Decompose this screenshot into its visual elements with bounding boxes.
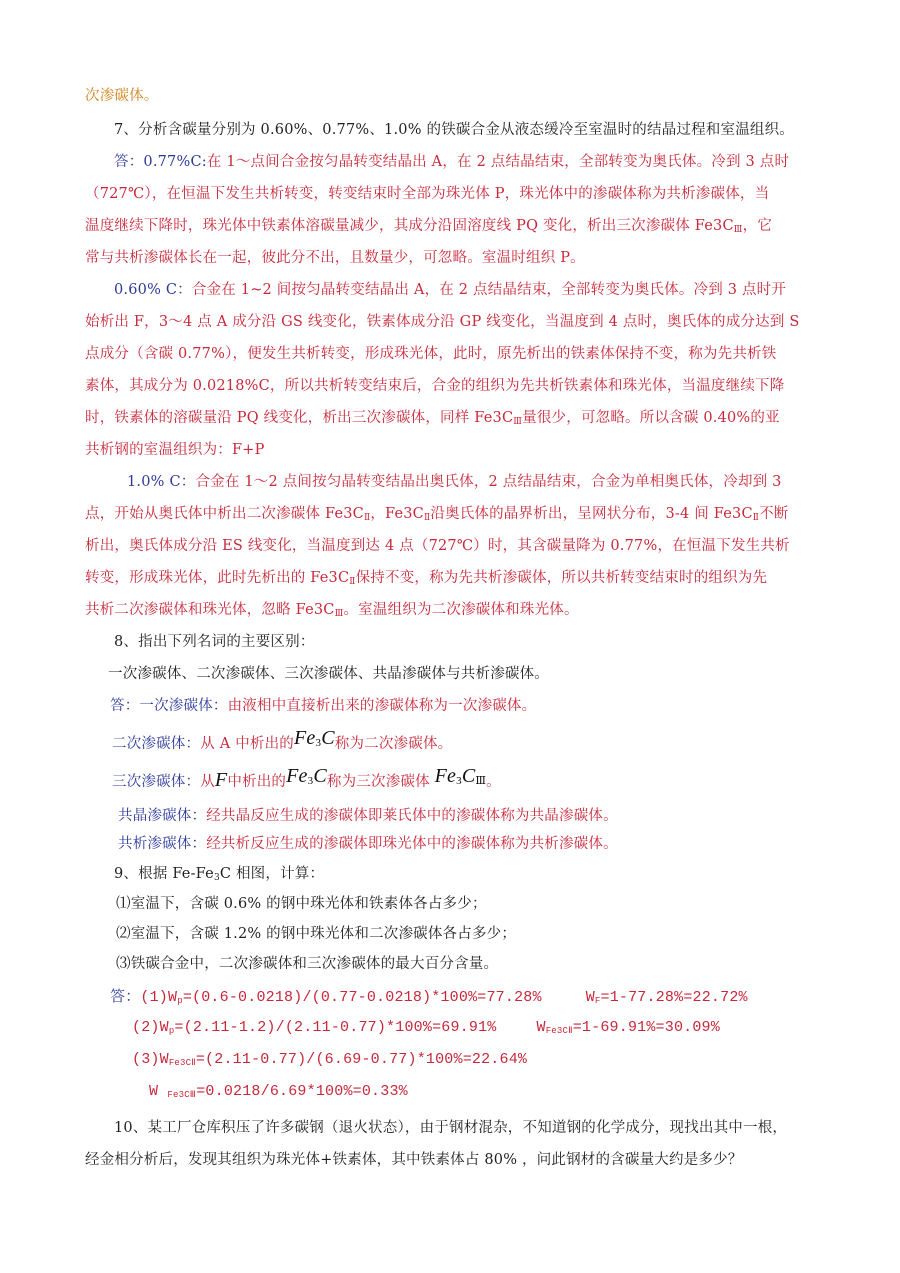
calc-line-4 xyxy=(149,1082,889,1102)
question-9-item-3: ⑶铁碳合金中，二次渗碳体和三次渗碳体的最大百分含量。 xyxy=(116,956,499,972)
subscript: Fe3CⅢ xyxy=(167,1090,197,1100)
answer-label: 二次渗碳体： xyxy=(112,736,201,752)
calc-line-1 xyxy=(110,986,850,1008)
subscript: Fe3CⅡ xyxy=(545,1026,573,1036)
answer-text: 不断 xyxy=(759,506,789,522)
question-text: 9、根据 Fe-Fe xyxy=(114,866,214,882)
answer-text: 合金在 1~2 间按匀晶转变结晶出 A，在 2 点结晶结束，全部转变为奥氏体。冷到 3 点时开 xyxy=(191,282,787,298)
calc-pearlite-12 xyxy=(132,1019,496,1036)
formula-subscript: 3 xyxy=(456,775,462,787)
previous-answer-tail: 次渗碳体。 xyxy=(85,88,159,104)
answer-label: 共析渗碳体： xyxy=(118,836,207,852)
question-8-terms: 一次渗碳体、二次渗碳体、三次渗碳体、共晶渗碳体与共析渗碳体。 xyxy=(108,666,549,682)
subscript: Ⅱ xyxy=(752,513,760,523)
formula-text: Fe xyxy=(286,765,308,787)
answer-100-line-4 xyxy=(85,568,825,588)
calc-line-2 xyxy=(132,1018,872,1038)
formula-text: C xyxy=(313,765,327,787)
calc-text: =1-77.28%=22.72% xyxy=(600,989,748,1006)
subscript: Ⅱ xyxy=(423,513,431,523)
formula-fe3c-iii xyxy=(435,765,487,787)
calc-text: =(0.6-0.0218)/(0.77-0.0218)*100%=77.28% xyxy=(182,989,542,1006)
answer-060-line-5 xyxy=(85,408,825,428)
answer-primary-cementite xyxy=(110,696,850,716)
formula-text: C xyxy=(461,765,476,787)
answer-text: 温度继续下降时，珠光体中铁素体溶碳量减少，其成分沿固溶度线 PQ 变化，析出三次渗碳体 Fe3C xyxy=(85,218,734,234)
answer-label: 答：一次渗碳体： xyxy=(110,698,228,714)
question-8-title: 8、指出下列名词的主要区别： xyxy=(114,634,315,650)
subscript: Ⅲ xyxy=(513,417,523,427)
answer-077-line-4: 常与共析渗碳体长在一起，彼此分不出，且数量少，可忽略。室温时组织 P。 xyxy=(85,250,585,266)
formula-text: C xyxy=(321,727,335,749)
subscript: 3 xyxy=(213,873,220,883)
answer-eutectic-cementite xyxy=(118,806,858,826)
answer-text: ，它 xyxy=(742,218,773,234)
formula-subscript: Ⅲ xyxy=(475,775,487,787)
answer-text: 。 xyxy=(486,774,501,790)
answer-text: 点，开始从奥氏体中析出二次渗碳体 Fe3C xyxy=(85,506,364,522)
calc-text: W xyxy=(536,1019,546,1036)
answer-100-line-3: 析出，奥氏体成分沿 ES 线变化，当温度到达 4 点（727℃）时，其含碳量降为 0.77%，在恒温下发生共析 xyxy=(85,538,790,554)
answer-077-line-1 xyxy=(114,152,854,172)
answer-060-line-1 xyxy=(114,280,854,300)
answer-text: 从 xyxy=(200,774,215,790)
formula-text: Fe xyxy=(434,765,457,787)
answer-text: 在 1～点间合金按匀晶转变结晶出 A，在 2 点结晶结束，全部转变为奥氏体。冷到 3 点时 xyxy=(206,154,790,170)
answer-077-line-2: （727℃），在恒温下发生共析转变，转变结束时全部为珠光体 P，珠光体中的渗碳体称为共析渗碳体，当 xyxy=(85,186,770,202)
calc-text: =0.0218/6.69*100%=0.33% xyxy=(196,1083,408,1100)
answer-eutectoid-cementite xyxy=(118,834,858,854)
subscript: Ⅲ xyxy=(733,225,743,235)
answer-100-line-2 xyxy=(85,504,825,524)
answer-text: 共析二次渗碳体和珠光体，忽略 Fe3C xyxy=(85,602,335,618)
calc-ferrite-06 xyxy=(586,989,748,1006)
question-9-item-1: ⑴室温下，含碳 0.6% 的钢中珠光体和铁素体各占多少； xyxy=(116,896,487,912)
answer-text: ，Fe3C xyxy=(370,506,424,522)
calc-text: =1-69.91%=30.09% xyxy=(572,1019,720,1036)
answer-060-line-4: 素体，其成分为 0.0218%C，所以共析转变结束后，合金的组织为先共析铁素体和珠光体，当温度继续下降 xyxy=(85,378,785,394)
answer-tertiary-cementite xyxy=(112,765,852,792)
answer-text: 称为二次渗碳体。 xyxy=(334,736,453,752)
calc-text: W xyxy=(149,1083,168,1100)
question-9-item-2: ⑵室温下，含碳 1.2% 的钢中珠光体和二次渗碳体各占多少； xyxy=(116,926,517,942)
formula-subscript: 3 xyxy=(307,775,314,787)
answer-text: 沿奥氏体的晶界析出，呈网状分布，3-4 间 Fe3C xyxy=(430,506,753,522)
answer-text: 保持不变，称为先共析渗碳体，所以共析转变结束时的组织为先 xyxy=(355,570,768,586)
answer-text: 称为三次渗碳体 xyxy=(326,774,430,790)
answer-text: 由液相中直接析出来的渗碳体称为一次渗碳体。 xyxy=(227,698,537,714)
answer-077-label: 答：0.77%C: xyxy=(114,154,207,170)
subscript: Ⅱ xyxy=(363,513,371,523)
answer-060-line-2: 始析出 F，3～4 点 A 成分沿 GS 线变化，铁素体成分沿 GP 线变化，当温度到 4 点时，奥氏体的成分达到 S xyxy=(85,314,800,330)
calc-text: (1)W xyxy=(140,989,178,1006)
answer-060-line-6: 共析钢的室温组织为：F+P xyxy=(85,442,265,458)
calc-text: (3)W xyxy=(132,1051,169,1068)
formula-subscript: 3 xyxy=(315,737,322,749)
subscript: F xyxy=(594,996,601,1006)
question-7-title: 7、分析含碳量分别为 0.60%、0.77%、1.0% 的铁碳合金从液态缓冷至室温时的结晶过程和室温组织。 xyxy=(114,122,795,138)
answer-100-line-1 xyxy=(127,472,867,492)
formula-fe3c xyxy=(294,727,335,749)
answer-label: 三次渗碳体： xyxy=(112,774,201,790)
answer-060-line-3: 点成分（含碳 0.77%），便发生共析转变，形成珠光体，此时，原先析出的铁素体保持不变，称为先共析铁 xyxy=(85,346,777,362)
formula-f: F xyxy=(214,769,228,791)
answer-label: 答： xyxy=(110,987,141,1005)
subscript: Ⅲ xyxy=(334,609,344,619)
subscript: Fe3CⅡ xyxy=(168,1058,196,1068)
answer-text: 经共析反应生成的渗碳体即珠光体中的渗碳体称为共析渗碳体。 xyxy=(206,836,618,852)
answer-text: 合金在 1～2 点间按匀晶转变结晶出奥氏体，2 点结晶结束，合金为单相奥氏体，冷却到 3 xyxy=(195,474,782,490)
calc-secondary-cementite-12 xyxy=(536,1019,719,1036)
question-text: C 相图，计算： xyxy=(219,866,325,882)
question-10-line-1: 10、某工厂仓库积压了许多碳钢（退火状态），由于钢材混杂，不知道钢的化学成分，现找出其中一根， xyxy=(114,1120,788,1136)
answer-text: 时，铁素体的溶碳量沿 PQ 线变化，析出三次渗碳体，同样 Fe3C xyxy=(85,410,514,426)
answer-100-line-5 xyxy=(85,600,825,620)
answer-label: 共晶渗碳体： xyxy=(118,808,207,824)
answer-text: 经共晶反应生成的渗碳体即莱氏体中的渗碳体称为共晶渗碳体。 xyxy=(206,808,618,824)
calc-text: (2)W xyxy=(132,1019,169,1036)
answer-text: 中析出的 xyxy=(227,774,287,790)
formula-text: Fe xyxy=(294,727,316,749)
answer-text: 转变，形成珠光体，此时先析出的 Fe3C xyxy=(85,570,350,586)
calc-line-3 xyxy=(132,1050,872,1070)
answer-text: 从 A 中析出的 xyxy=(200,736,294,752)
subscript: Ⅱ xyxy=(349,577,356,587)
question-9-title xyxy=(114,864,854,884)
formula-fe3c xyxy=(286,765,327,787)
calc-text: =(2.11-0.77)/(6.69-0.77)*100%=22.64% xyxy=(195,1051,528,1068)
subscript: p xyxy=(168,1026,175,1036)
subscript: p xyxy=(177,996,183,1006)
answer-text: 量很少，可忽略。所以含碳 0.40%的亚 xyxy=(522,410,780,426)
answer-secondary-cementite xyxy=(112,727,852,754)
calc-text: =(2.11-1.2)/(2.11-0.77)*100%=69.91% xyxy=(174,1019,497,1036)
answer-077-line-3 xyxy=(85,216,825,236)
calc-pearlite-06 xyxy=(140,989,541,1006)
answer-100-label: 1.0% C： xyxy=(127,474,196,490)
calc-text: W xyxy=(585,989,595,1006)
question-10-line-2: 经金相分析后，发现其组织为珠光体+铁素体，其中铁素体占 80% ，问此钢材的含碳量大约是多少？ xyxy=(85,1152,743,1168)
answer-060-label: 0.60% C： xyxy=(114,282,192,298)
answer-text: 。室温组织为二次渗碳体和珠光体。 xyxy=(343,602,579,618)
